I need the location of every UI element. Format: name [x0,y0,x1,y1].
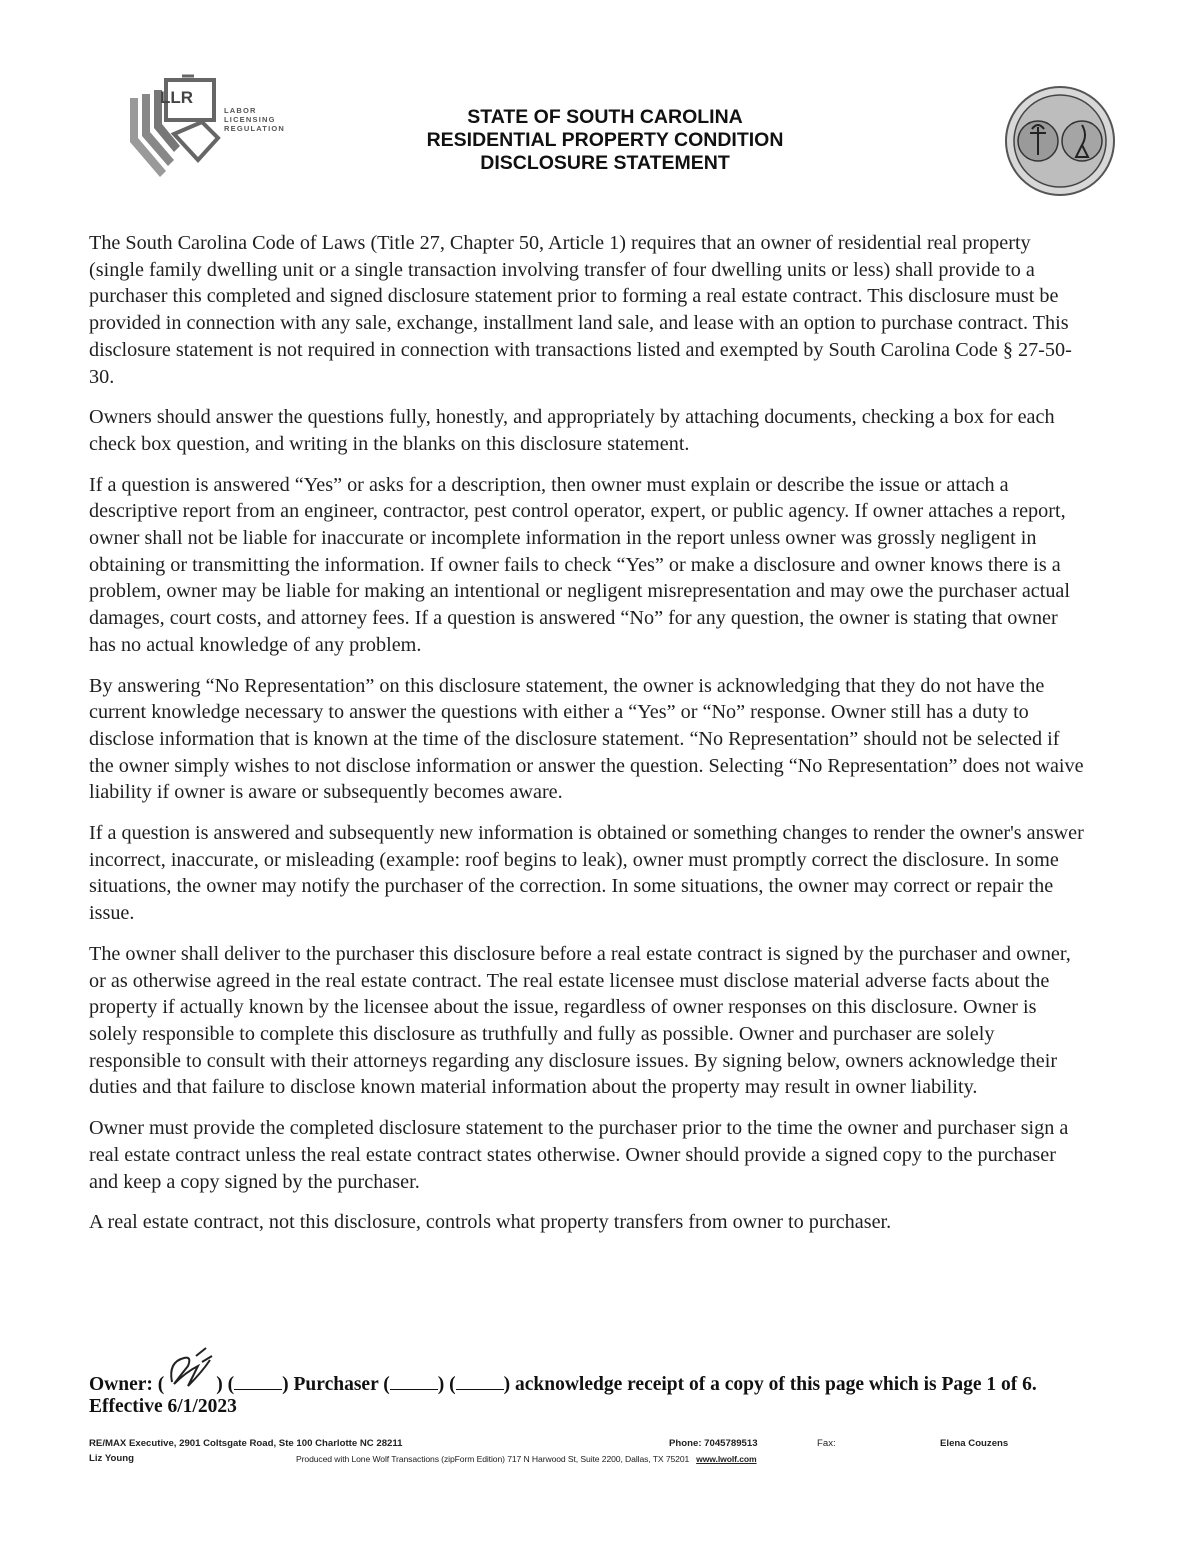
effective-date: Effective 6/1/2023 [89,1396,237,1417]
title-line: RESIDENTIAL PROPERTY CONDITION [426,129,784,151]
purchaser-initials-1[interactable] [390,1371,438,1390]
handwritten-initials-icon [162,1342,222,1394]
acknowledgement-line [89,1371,1129,1396]
logo-line: LICENSING [224,115,276,124]
paren-separator: ) ( [437,1374,456,1395]
purchaser-label: ) Purchaser ( [282,1374,390,1395]
acknowledgement-text: ) acknowledge receipt of a copy of this page which is Page 1 of 6. [503,1374,1037,1395]
page-title [380,106,830,175]
paragraph: Owners should answer the questions fully, honestly, and appropriately by attaching documents, checking a box for each check box question, and writing in the blanks on this disclosure statement. [89,406,1055,455]
owner-label: Owner: ( [89,1374,165,1395]
logo-abbrev: LLR [160,88,194,107]
state-seal-icon [1004,85,1116,197]
paragraph: A real estate contract, not this disclosure, controls what property transfers from owner to purchaser. [89,1211,892,1234]
logo-line: LABOR [224,106,257,115]
paren-separator: ) ( [216,1374,235,1395]
footer-produced [296,1454,757,1464]
footer-client: Elena Couzens [940,1438,1009,1449]
purchaser-initials-2[interactable] [456,1371,504,1390]
paragraph: The owner shall deliver to the purchaser this disclosure before a real estate contract is signed by the purchaser and owner, or as otherwise agreed in the real estate contract. The real estate licensee must disclose material adverse facts about the property if actually known by the licensee about the issue, regardless of owner responses on this disclosure. Owner is solely responsible to complete this disclosure as truthfully and fully as possible. Owner and purchaser are solely responsible to consult with their attorneys regarding any disclosure issues. By signing below, owners acknowledge their duties and that failure to disclose known material information about the property may result in owner liability. [89,942,1071,1099]
disclosure-body [89,230,1089,1250]
paragraph: By answering “No Representation” on this disclosure statement, the owner is acknowledging that they do not have the current knowledge necessary to answer the questions with either a “Yes” or “No” response. Owner still has a duty to disclose information that is known at the time of the disclosure statement. “No Representation” should not be selected if the owner simply wishes to not disclose information or answer the question. Selecting “No Representation” does not waive liability if owner is aware or subsequently becomes aware. [89,674,1084,804]
logo-line: REGULATION [224,124,286,133]
footer-office: RE/MAX Executive, 2901 Coltsgate Road, Ste 100 Charlotte NC 28211 [89,1438,403,1449]
lwolf-link[interactable]: www.lwolf.com [696,1454,757,1464]
title-line: STATE OF SOUTH CAROLINA [467,106,743,128]
logo-wordmark [224,106,285,133]
paragraph: If a question is answered and subsequently new information is obtained or something changes to render the owner's answer incorrect, inaccurate, or misleading (example: roof begins to leak), owner must promptly correct the disclosure. In some situations, the owner may notify the purchaser of the correction. In some situations, the owner may correct or repair the issue. [89,822,1084,925]
footer-phone: Phone: 7045789513 [669,1438,758,1449]
owner-initials-1[interactable] [164,1372,216,1390]
footer-agent: Liz Young [89,1453,134,1464]
footer-fax: Fax: [817,1438,836,1449]
paragraph: If a question is answered “Yes” or asks for a description, then owner must explain or describe the issue or attach a descriptive report from an engineer, contractor, pest control operator, expert, or public agency. If owner attaches a report, owner shall not be liable for inaccurate or incomplete information in the report unless owner was grossly negligent in obtaining or transmitting the information. If owner fails to check “Yes” or make a disclosure and owner knows there is a problem, owner may be liable for making an intentional or negligent misrepresentation and may owe the purchaser actual damages, court costs, and attorney fees. If a question is answered “No” for any question, the owner is stating that owner has no actual knowledge of any problem. [89,473,1071,656]
produced-by-text: Produced with Lone Wolf Transactions (zipForm Edition) 717 N Harwood St, Suite 2200, Dallas, TX 75201 [296,1454,690,1464]
paragraph: The South Carolina Code of Laws (Title 27, Chapter 50, Article 1) requires that an owner of residential real property (single family dwelling unit or a single transaction involving transfer of four dwelling units or less) shall provide to a purchaser this completed and signed disclosure statement prior to forming a real estate contract. This disclosure must be provided in connection with any sale, exchange, installment land sale, and lease with an option to purchase contract. This disclosure statement is not required in connection with transactions listed and exempted by South Carolina Code § 27-50-30. [89,232,1072,388]
title-line: DISCLOSURE STATEMENT [480,152,730,174]
paragraph: Owner must provide the completed disclosure statement to the purchaser prior to the time the owner and purchaser sign a real estate contract unless the real estate contract states otherwise. Owner should provide a signed copy to the purchaser and keep a copy signed by the purchaser. [89,1117,1069,1193]
owner-initials-2[interactable] [234,1371,282,1390]
